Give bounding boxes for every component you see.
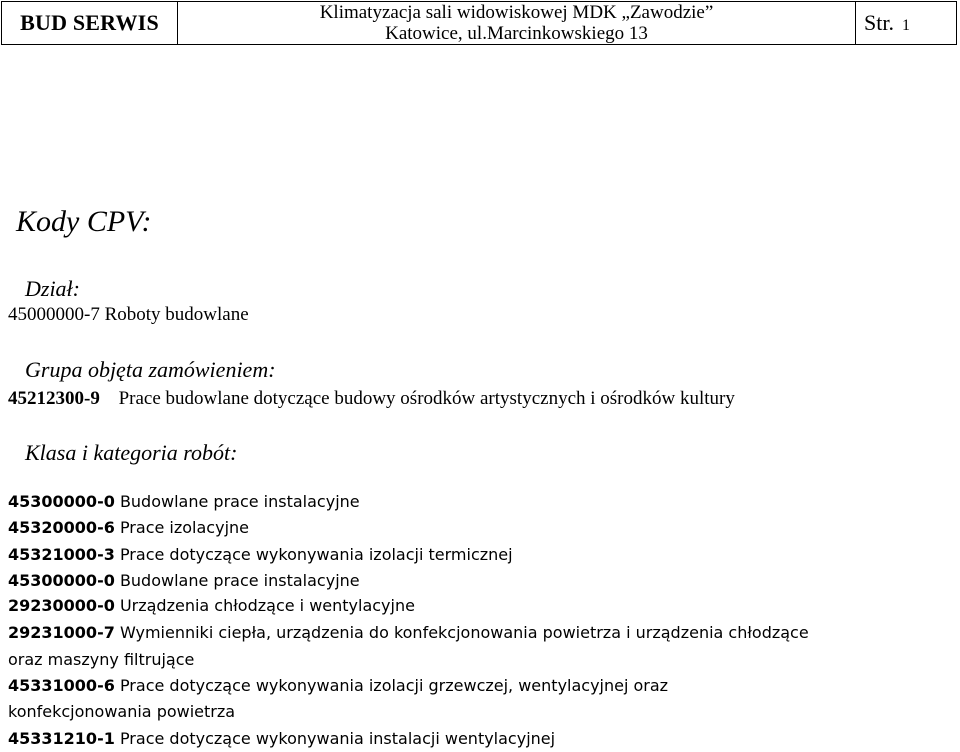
list-item-continuation: konfekcjonowania powietrza xyxy=(8,702,236,721)
list-item xyxy=(8,518,249,537)
cpv-description: Budowlane prace instalacyjne xyxy=(119,492,360,511)
grupa-heading: Grupa objęta zamówieniem: xyxy=(25,357,276,382)
cpv-code: 45320000-6 xyxy=(8,518,115,537)
cpv-code: 45300000-0 xyxy=(8,571,115,590)
page-indicator xyxy=(856,2,957,45)
cpv-code: 29231000-7 xyxy=(8,623,115,642)
list-item xyxy=(8,492,360,511)
list-item xyxy=(8,729,555,748)
cpv-description: Wymienniki ciepła, urządzenia do konfekcjonowania powietrza i urządzenia chłodzące xyxy=(119,623,809,642)
cpv-description: Prace dotyczące wykonywania izolacji termicznej xyxy=(119,545,513,564)
cpv-description: Prace dotyczące wykonywania instalacji wentylacyjnej xyxy=(119,729,556,748)
project-line-1: Klimatyzacja sali widowiskowej MDK „Zawodzie” xyxy=(319,2,714,23)
list-item xyxy=(8,545,513,564)
klasa-heading: Klasa i kategoria robót: xyxy=(25,440,238,465)
list-item xyxy=(8,623,809,642)
cpv-code: 45212300-9 xyxy=(8,388,100,409)
project-line-2: Katowice, ul.Marcinkowskiego 13 xyxy=(385,23,648,44)
cpv-description: Prace izolacyjne xyxy=(119,518,249,537)
cpv-description: Urządzenia chłodzące i wentylacyjne xyxy=(119,596,415,615)
cpv-code: 45321000-3 xyxy=(8,545,115,564)
cpv-description: Prace dotyczące wykonywania izolacji grzewczej, wentylacyjnej oraz xyxy=(119,676,669,695)
list-item xyxy=(8,676,668,695)
list-item xyxy=(8,571,360,590)
project-title xyxy=(178,2,856,45)
cpv-code: 45300000-0 xyxy=(8,492,115,511)
cpv-description: Roboty budowlane xyxy=(104,304,249,325)
list-item-continuation: oraz maszyny filtrujące xyxy=(8,650,195,669)
document-header xyxy=(1,1,957,45)
cpv-code: 29230000-0 xyxy=(8,596,115,615)
page-label: Str. xyxy=(864,10,894,35)
cpv-code: 45331000-6 xyxy=(8,676,115,695)
company-name: BUD SERWIS xyxy=(2,2,178,45)
list-item xyxy=(8,596,415,615)
cpv-code: 45331210-1 xyxy=(8,729,115,748)
cpv-description: Prace budowlane dotyczące budowy ośrodków artystycznych i ośrodków kultury xyxy=(118,388,735,409)
dzial-line xyxy=(8,304,249,326)
dzial-heading: Dział: xyxy=(25,276,80,301)
page-title: Kody CPV: xyxy=(16,205,152,238)
page-number: 1 xyxy=(901,17,910,34)
cpv-code: 45000000-7 xyxy=(8,304,100,325)
cpv-description: Budowlane prace instalacyjne xyxy=(119,571,360,590)
grupa-line xyxy=(8,388,735,410)
